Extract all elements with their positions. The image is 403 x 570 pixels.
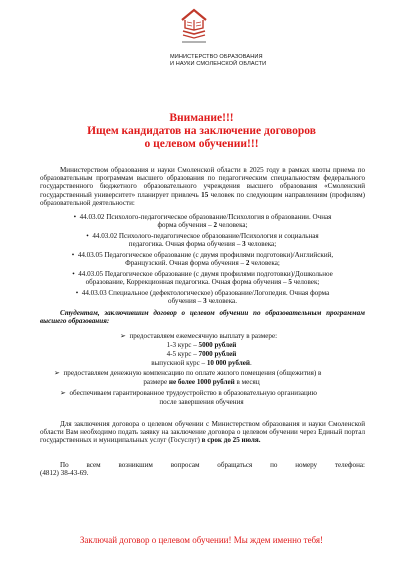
program-4-line-2: образование, Коррекционная педагогика. Очная форма обучения – [85, 278, 289, 287]
course-4-5 [0, 350, 403, 358]
program-item-4 [40, 270, 365, 286]
ministry-line-1: МИНИСТЕРСТВО ОБРАЗОВАНИЯ [170, 54, 263, 60]
benefit-employment [60, 389, 317, 397]
benefit-monthly-label: предоставляем ежемесячную выплату в размере: [129, 332, 278, 340]
benefit-housing-amount-line [0, 378, 403, 386]
program-4-suffix: человек; [291, 278, 320, 287]
program-2-count: 3 [242, 240, 246, 249]
housing-pre: размере [143, 378, 169, 386]
headline-line-1: Внимание!!! [169, 112, 234, 124]
program-1-line-2: форма обучения – [157, 221, 214, 230]
benefit-housing-line-1: предоставляем денежную компенсацию по оплате жилого помещения (общежития) в [63, 369, 322, 377]
contact-line-1: По всем возникшим вопросам обращаться по номеру телефона: [60, 461, 365, 469]
intro-text-2: человек по следующим направлениям (профилям) образовательной деятельности: [40, 190, 365, 207]
program-1-line-1: 44.03.02 Психолого-педагогическое образование/Психология в образовании. Очная [79, 213, 332, 221]
ministry-logo-icon [179, 6, 209, 46]
students-heading [40, 309, 365, 325]
program-item-2 [40, 232, 365, 248]
course-1-3-amount: 5000 рублей [198, 341, 237, 349]
program-3-count: 2 [245, 259, 250, 268]
course-4-5-label: 4-5 курс – [166, 350, 199, 358]
arrow-bullet-icon: ➢ [54, 369, 64, 377]
program-3-line-1: 44.03.05 Педагогическое образование (с двумя профилями подготовки)/Английский, [77, 251, 334, 259]
benefit-employment-line-2: после завершения обучения [159, 398, 244, 406]
program-2-line-1: 44.03.02 Психолого-педагогическое образование/Психология и социальная [92, 232, 319, 240]
program-5-suffix: человека. [206, 297, 237, 306]
footer-slogan: Заключай договор о целевом обучении! Мы ждем именно тебя! [79, 535, 324, 545]
bullet-icon: • [86, 232, 93, 240]
contact-phone[interactable]: (4812) 38-43-69. [40, 469, 89, 477]
program-3-line-2: Французский. Очная форма обучения – [125, 259, 246, 268]
course-4-5-amount: 7000 рублей [198, 350, 237, 358]
bullet-icon: • [73, 213, 80, 221]
intro-count: 15 [201, 190, 209, 199]
headline-line-3: о целевом обучении!!! [144, 138, 259, 150]
benefit-monthly [120, 332, 277, 340]
course-1-3-label: 1-3 курс – [166, 341, 199, 349]
arrow-bullet-icon: ➢ [120, 332, 130, 340]
bullet-icon: • [72, 270, 79, 278]
benefit-housing [54, 369, 321, 377]
application-deadline: в срок до 25 июля. [201, 436, 261, 445]
housing-amount: не более 1000 рублей [168, 378, 235, 386]
benefit-employment-line-1: обеспечиваем гарантированное трудоустройство в образовательную организацию [69, 389, 317, 397]
application-text: Для заключения договора о целевом обучении с Министерством образования и науки Смоленской области Вам необходимо подать заявку на заключение договора о целевом обучении через Единый портал государственных и муниципальных услуг (Госуслуг) [40, 420, 365, 445]
ministry-name [170, 54, 290, 68]
arrow-bullet-icon: ➢ [60, 389, 70, 397]
program-1-suffix: человека; [217, 221, 248, 230]
program-4-line-1: 44.03.05 Педагогическое образование (с двумя профилями подготовки)/Дошкольное [78, 270, 333, 278]
students-heading-line-1: Студентам, заключившим договор о целевом обучении по образовательным [60, 309, 322, 317]
program-item-1 [40, 213, 365, 229]
program-2-line-2: педагогика. Очная форма обучения – [128, 240, 243, 249]
program-item-5 [40, 289, 365, 305]
program-4-count: 5 [288, 278, 292, 287]
intro-paragraph [40, 166, 365, 207]
course-final-amount: 10 000 рублей [206, 359, 251, 367]
program-item-3 [40, 251, 365, 267]
bullet-icon: • [71, 251, 78, 259]
program-5-line-1: 44.03.03 Специальное (дефектологическое) образование/Логопедия. Очная форма [81, 289, 330, 297]
ministry-line-2: И НАУКИ СМОЛЕНСКОЙ ОБЛАСТИ [170, 61, 267, 67]
course-final [0, 359, 403, 367]
course-final-dot: . [250, 359, 252, 367]
course-1-3 [0, 341, 403, 349]
housing-post: в месяц [234, 378, 260, 386]
program-3-suffix: человека; [249, 259, 280, 268]
program-5-count: 3 [203, 297, 207, 306]
program-2-suffix: человека; [245, 240, 277, 249]
headline-line-2: Ищем кандидатов на заключение договоров [87, 125, 316, 137]
bullet-icon: • [75, 289, 82, 297]
course-final-label: выпускной курс – [151, 359, 207, 367]
application-paragraph [40, 420, 365, 445]
program-5-line-2: обучения – [168, 297, 204, 306]
intro-text-1: Министерством образования и науки Смоленской области в 2025 году в рамках квоты приема по образовательным программам высшего образования по педагогическим специальностям федерального государственного бюджетного образовательного учреждения высшего образования «Смоленский государственный университет» планирует привлечь [40, 166, 365, 199]
students-heading-line-2: программам высшего образования: [40, 309, 365, 326]
program-1-count: 2 [213, 221, 218, 230]
